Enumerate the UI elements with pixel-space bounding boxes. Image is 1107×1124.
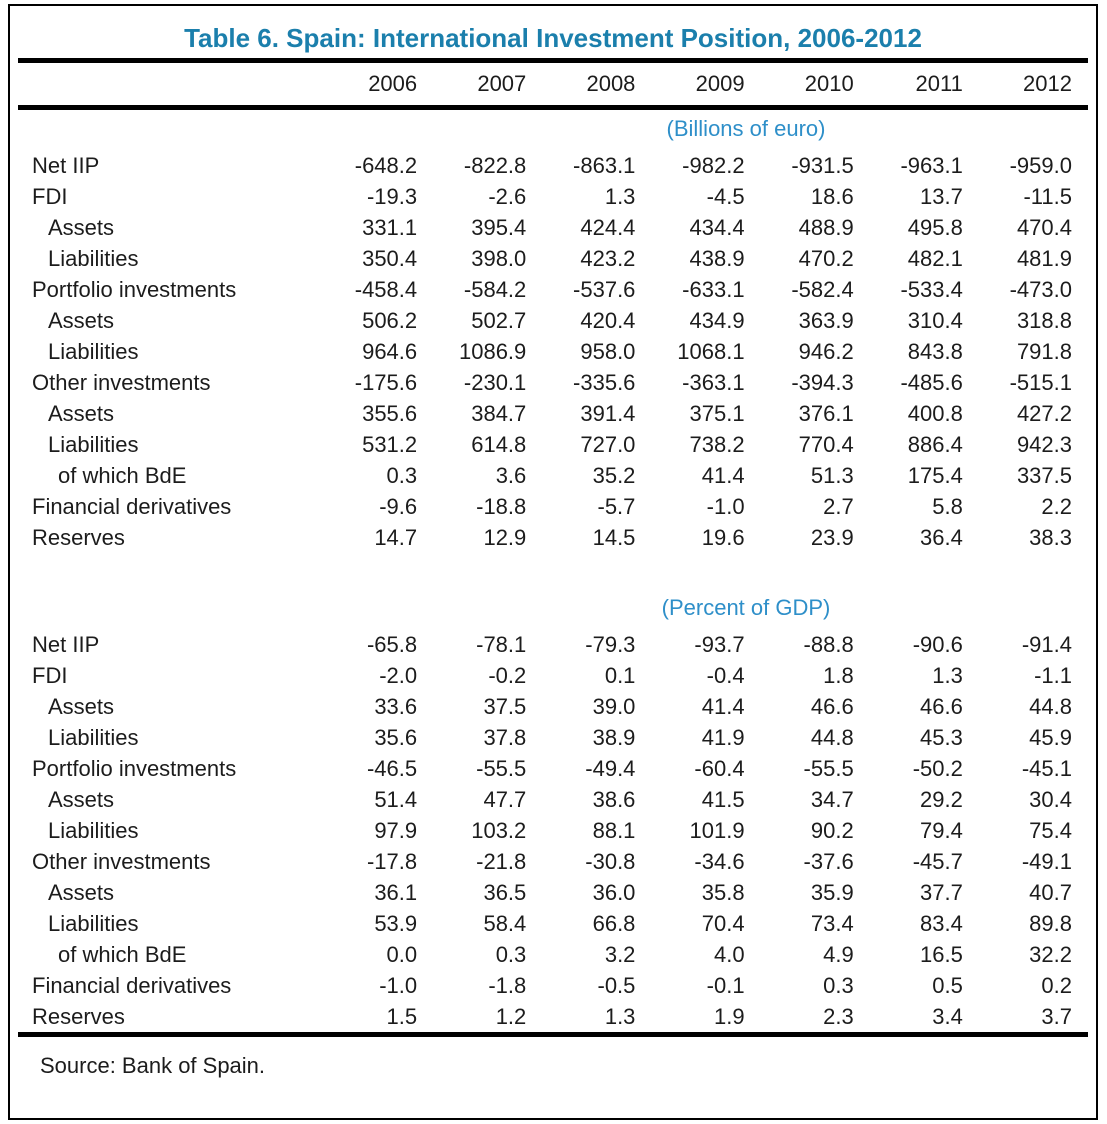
- cell-value: 5.8: [932, 493, 963, 519]
- table-row: [24, 212, 1082, 243]
- row-label: Liabilities: [48, 338, 139, 364]
- cell-value: -49.4: [585, 755, 636, 781]
- row-label: Reserves: [32, 1003, 125, 1029]
- cell-value: 376.1: [798, 400, 854, 426]
- cell-value: 12.9: [483, 524, 527, 550]
- table-row: [24, 784, 1082, 815]
- cell-value: 23.9: [810, 524, 854, 550]
- cell-value: 89.8: [1029, 910, 1072, 936]
- cell-value: 70.4: [701, 910, 745, 936]
- cell-value: 90.2: [810, 817, 854, 843]
- cell-value: 400.8: [907, 400, 963, 426]
- cell-value: -45.1: [1021, 755, 1072, 781]
- row-label: Liabilities: [48, 245, 139, 271]
- row-label: of which BdE: [58, 462, 187, 488]
- cell-value: -49.1: [1021, 848, 1072, 874]
- source-note: Source: Bank of Spain.: [40, 1053, 266, 1078]
- cell-value: 350.4: [362, 245, 418, 271]
- cell-value: -0.2: [488, 662, 527, 688]
- cell-value: -18.8: [476, 493, 527, 519]
- cell-value: 19.6: [701, 524, 745, 550]
- table-row: [24, 660, 1082, 691]
- cell-value: 16.5: [920, 941, 963, 967]
- cell-value: 318.8: [1016, 307, 1072, 333]
- cell-value: 946.2: [798, 338, 854, 364]
- cell-value: 470.4: [1016, 214, 1072, 240]
- cell-value: 391.4: [580, 400, 636, 426]
- table-row: [24, 753, 1082, 784]
- table-row: [24, 181, 1082, 212]
- table-row: [24, 691, 1082, 722]
- cell-value: -963.1: [900, 152, 963, 178]
- cell-value: 44.8: [810, 724, 854, 750]
- cell-value: -34.6: [694, 848, 745, 874]
- cell-value: 4.0: [713, 941, 745, 967]
- cell-value: -9.6: [379, 493, 418, 519]
- row-label: Net IIP: [32, 152, 100, 178]
- cell-value: 942.3: [1016, 431, 1072, 457]
- cell-value: -60.4: [694, 755, 745, 781]
- cell-value: 434.4: [689, 214, 745, 240]
- cell-value: 363.9: [798, 307, 854, 333]
- cell-value: 34.7: [810, 786, 854, 812]
- cell-value: -230.1: [463, 369, 527, 395]
- cell-value: -5.7: [597, 493, 636, 519]
- cell-value: 506.2: [362, 307, 418, 333]
- table-row: [24, 243, 1082, 274]
- cell-value: 41.9: [701, 724, 745, 750]
- cell-value: 3.4: [932, 1003, 963, 1029]
- table-row: [24, 367, 1082, 398]
- year-header-cell: 2009: [695, 71, 745, 96]
- cell-value: 44.8: [1029, 693, 1072, 719]
- row-label: Portfolio investments: [32, 755, 237, 781]
- cell-value: 83.4: [920, 910, 963, 936]
- cell-value: -533.4: [900, 276, 963, 302]
- cell-value: 0.0: [386, 941, 418, 967]
- year-header-cell: 2012: [1023, 71, 1072, 96]
- cell-value: 18.6: [810, 183, 854, 209]
- row-label: Reserves: [32, 524, 125, 550]
- cell-value: 101.9: [689, 817, 745, 843]
- cell-value: 38.6: [592, 786, 636, 812]
- cell-value: -863.1: [573, 152, 636, 178]
- row-label: FDI: [32, 183, 68, 209]
- table-row: [24, 460, 1082, 491]
- table-row: [24, 722, 1082, 753]
- cell-value: 175.4: [907, 462, 963, 488]
- row-label: Liabilities: [48, 431, 139, 457]
- cell-value: 438.9: [689, 245, 745, 271]
- table-row: [24, 629, 1082, 660]
- row-label: Financial derivatives: [32, 972, 232, 998]
- row-label: Assets: [48, 400, 115, 426]
- cell-value: 39.0: [592, 693, 636, 719]
- table-row: [24, 491, 1082, 522]
- cell-value: -1.0: [706, 493, 745, 519]
- cell-value: -90.6: [912, 631, 963, 657]
- cell-value: 88.1: [592, 817, 636, 843]
- cell-value: 964.6: [362, 338, 418, 364]
- cell-value: -2.0: [379, 662, 418, 688]
- cell-value: -79.3: [585, 631, 636, 657]
- cell-value: 614.8: [471, 431, 527, 457]
- cell-value: -4.5: [706, 183, 745, 209]
- cell-value: 886.4: [907, 431, 963, 457]
- cell-value: -78.1: [476, 631, 527, 657]
- section-header: [24, 589, 1082, 629]
- cell-value: 3.2: [604, 941, 636, 967]
- cell-value: 32.2: [1029, 941, 1072, 967]
- cell-value: 36.5: [483, 879, 527, 905]
- cell-value: 35.2: [592, 462, 636, 488]
- cell-value: 355.6: [362, 400, 418, 426]
- table-row: [24, 1001, 1082, 1032]
- cell-value: 0.3: [495, 941, 527, 967]
- cell-value: -45.7: [912, 848, 963, 874]
- section-header-label: (Percent of GDP): [661, 595, 831, 620]
- cell-value: 47.7: [483, 786, 527, 812]
- cell-value: 46.6: [920, 693, 963, 719]
- cell-value: -458.4: [354, 276, 418, 302]
- cell-value: 51.3: [810, 462, 854, 488]
- cell-value: -537.6: [573, 276, 636, 302]
- cell-value: 46.6: [810, 693, 854, 719]
- cell-value: -55.5: [803, 755, 854, 781]
- cell-value: -0.5: [597, 972, 636, 998]
- table-row: [24, 429, 1082, 460]
- cell-value: -648.2: [354, 152, 418, 178]
- cell-value: 470.2: [798, 245, 854, 271]
- cell-value: 2.7: [823, 493, 854, 519]
- cell-value: 331.1: [362, 214, 418, 240]
- cell-value: -19.3: [366, 183, 418, 209]
- row-label: FDI: [32, 662, 68, 688]
- cell-value: -515.1: [1009, 369, 1072, 395]
- cell-value: -931.5: [791, 152, 854, 178]
- cell-value: 37.8: [483, 724, 527, 750]
- row-label: Portfolio investments: [32, 276, 237, 302]
- cell-value: 0.2: [1041, 972, 1072, 998]
- cell-value: 1.3: [932, 662, 963, 688]
- cell-value: -584.2: [463, 276, 527, 302]
- table-area: [10, 63, 1096, 105]
- cell-value: -37.6: [803, 848, 854, 874]
- row-label: Liabilities: [48, 910, 139, 936]
- cell-value: 29.2: [920, 786, 963, 812]
- cell-value: -2.6: [488, 183, 527, 209]
- row-label: Net IIP: [32, 631, 100, 657]
- cell-value: -17.8: [366, 848, 418, 874]
- cell-value: -0.4: [706, 662, 745, 688]
- section-header: [24, 110, 1082, 150]
- cell-value: 97.9: [374, 817, 418, 843]
- table-row: [24, 305, 1082, 336]
- cell-value: 51.4: [374, 786, 418, 812]
- cell-value: 0.3: [386, 462, 418, 488]
- table-row: [24, 908, 1082, 939]
- cell-value: -1.8: [488, 972, 527, 998]
- cell-value: -582.4: [791, 276, 854, 302]
- cell-value: 36.1: [374, 879, 418, 905]
- year-header-cell: 2006: [368, 71, 418, 96]
- cell-value: 75.4: [1029, 817, 1072, 843]
- cell-value: -394.3: [791, 369, 854, 395]
- table-row: [24, 522, 1082, 553]
- cell-value: 310.4: [907, 307, 963, 333]
- cell-value: 0.1: [604, 662, 636, 688]
- cell-value: 1.3: [604, 1003, 636, 1029]
- cell-value: 384.7: [471, 400, 527, 426]
- cell-value: 424.4: [580, 214, 636, 240]
- cell-value: -11.5: [1023, 183, 1072, 209]
- row-label: Liabilities: [48, 817, 139, 843]
- row-label: Financial derivatives: [32, 493, 232, 519]
- year-header-cell: 2010: [804, 71, 854, 96]
- cell-value: 1.2: [495, 1003, 527, 1029]
- row-label: of which BdE: [58, 941, 187, 967]
- cell-value: -88.8: [803, 631, 854, 657]
- year-header-cell: 2008: [586, 71, 636, 96]
- cell-value: 420.4: [580, 307, 636, 333]
- cell-value: 30.4: [1029, 786, 1072, 812]
- cell-value: 3.6: [495, 462, 527, 488]
- cell-value: 1.5: [386, 1003, 418, 1029]
- cell-value: 79.4: [920, 817, 963, 843]
- cell-value: 58.4: [483, 910, 527, 936]
- cell-value: -55.5: [476, 755, 527, 781]
- cell-value: -65.8: [366, 631, 418, 657]
- year-header-cell: 2011: [915, 71, 963, 96]
- cell-value: 0.5: [932, 972, 963, 998]
- table-row: [24, 970, 1082, 1001]
- cell-value: -175.6: [354, 369, 418, 395]
- cell-value: 36.0: [592, 879, 636, 905]
- table-row: [24, 939, 1082, 970]
- cell-value: 1.9: [713, 1003, 745, 1029]
- table-row: [24, 877, 1082, 908]
- cell-value: 337.5: [1016, 462, 1072, 488]
- cell-value: 53.9: [374, 910, 418, 936]
- cell-value: -30.8: [585, 848, 636, 874]
- cell-value: -363.1: [682, 369, 745, 395]
- row-label: Assets: [48, 214, 115, 240]
- section-spacer: [24, 553, 1082, 589]
- cell-value: 791.8: [1016, 338, 1072, 364]
- cell-value: 770.4: [798, 431, 854, 457]
- cell-value: 35.6: [374, 724, 418, 750]
- cell-value: -46.5: [366, 755, 418, 781]
- table-body: [10, 110, 1096, 1032]
- cell-value: -335.6: [573, 369, 636, 395]
- table-title: Table 6. Spain: International Investment Position, 2006-2012: [184, 23, 922, 53]
- cell-value: 395.4: [471, 214, 527, 240]
- cell-value: 482.1: [907, 245, 963, 271]
- row-label: Assets: [48, 786, 115, 812]
- cell-value: 1068.1: [677, 338, 745, 364]
- row-label: Assets: [48, 307, 115, 333]
- cell-value: 375.1: [689, 400, 745, 426]
- cell-value: 41.5: [701, 786, 745, 812]
- cell-value: -93.7: [694, 631, 745, 657]
- cell-value: 35.8: [701, 879, 745, 905]
- cell-value: 1.3: [604, 183, 636, 209]
- cell-value: -91.4: [1021, 631, 1072, 657]
- cell-value: 1.8: [823, 662, 854, 688]
- cell-value: 36.4: [920, 524, 963, 550]
- cell-value: 66.8: [592, 910, 636, 936]
- cell-value: 103.2: [471, 817, 527, 843]
- cell-value: -822.8: [463, 152, 527, 178]
- cell-value: 41.4: [701, 462, 745, 488]
- cell-value: -50.2: [912, 755, 963, 781]
- cell-value: 427.2: [1016, 400, 1072, 426]
- cell-value: 0.3: [823, 972, 854, 998]
- cell-value: -1.0: [379, 972, 418, 998]
- cell-value: 41.4: [701, 693, 745, 719]
- cell-value: 495.8: [907, 214, 963, 240]
- cell-value: 14.5: [592, 524, 636, 550]
- cell-value: -633.1: [682, 276, 745, 302]
- row-label: Liabilities: [48, 724, 139, 750]
- cell-value: 33.6: [374, 693, 418, 719]
- cell-value: 3.7: [1041, 1003, 1072, 1029]
- cell-value: -959.0: [1009, 152, 1072, 178]
- cell-value: 4.9: [823, 941, 854, 967]
- cell-value: 958.0: [580, 338, 636, 364]
- cell-value: 38.3: [1029, 524, 1072, 550]
- cell-value: 38.9: [592, 724, 636, 750]
- cell-value: -0.1: [706, 972, 745, 998]
- cell-value: -982.2: [682, 152, 745, 178]
- cell-value: 40.7: [1029, 879, 1072, 905]
- cell-value: 488.9: [798, 214, 854, 240]
- cell-value: 45.3: [920, 724, 963, 750]
- cell-value: 481.9: [1016, 245, 1072, 271]
- row-label: Other investments: [32, 369, 211, 395]
- row-label: Other investments: [32, 848, 211, 874]
- cell-value: 45.9: [1029, 724, 1072, 750]
- table-frame: [8, 4, 1098, 1120]
- cell-value: 398.0: [471, 245, 527, 271]
- cell-value: 2.2: [1041, 493, 1072, 519]
- row-label: Assets: [48, 693, 115, 719]
- table-row: [24, 398, 1082, 429]
- table-row: [24, 815, 1082, 846]
- cell-value: -1.1: [1034, 662, 1072, 688]
- cell-value: 2.3: [823, 1003, 854, 1029]
- row-label: Assets: [48, 879, 115, 905]
- cell-value: 502.7: [471, 307, 527, 333]
- cell-value: 37.7: [920, 879, 963, 905]
- year-header-row: [24, 63, 1082, 105]
- cell-value: 843.8: [907, 338, 963, 364]
- cell-value: 37.5: [483, 693, 527, 719]
- cell-value: -485.6: [900, 369, 963, 395]
- table-row: [24, 274, 1082, 305]
- cell-value: 434.9: [689, 307, 745, 333]
- table-row: [24, 150, 1082, 181]
- section-header-label: (Billions of euro): [666, 116, 826, 141]
- cell-value: -21.8: [476, 848, 527, 874]
- cell-value: 738.2: [689, 431, 745, 457]
- cell-value: 73.4: [810, 910, 854, 936]
- cell-value: 531.2: [362, 431, 418, 457]
- cell-value: 1086.9: [458, 338, 527, 364]
- cell-value: 35.9: [810, 879, 854, 905]
- table-row: [24, 846, 1082, 877]
- cell-value: 727.0: [580, 431, 636, 457]
- table-row: [24, 336, 1082, 367]
- cell-value: 14.7: [374, 524, 418, 550]
- year-header-cell: 2007: [477, 71, 527, 96]
- cell-value: -473.0: [1009, 276, 1072, 302]
- cell-value: 423.2: [580, 245, 636, 271]
- cell-value: 13.7: [920, 183, 963, 209]
